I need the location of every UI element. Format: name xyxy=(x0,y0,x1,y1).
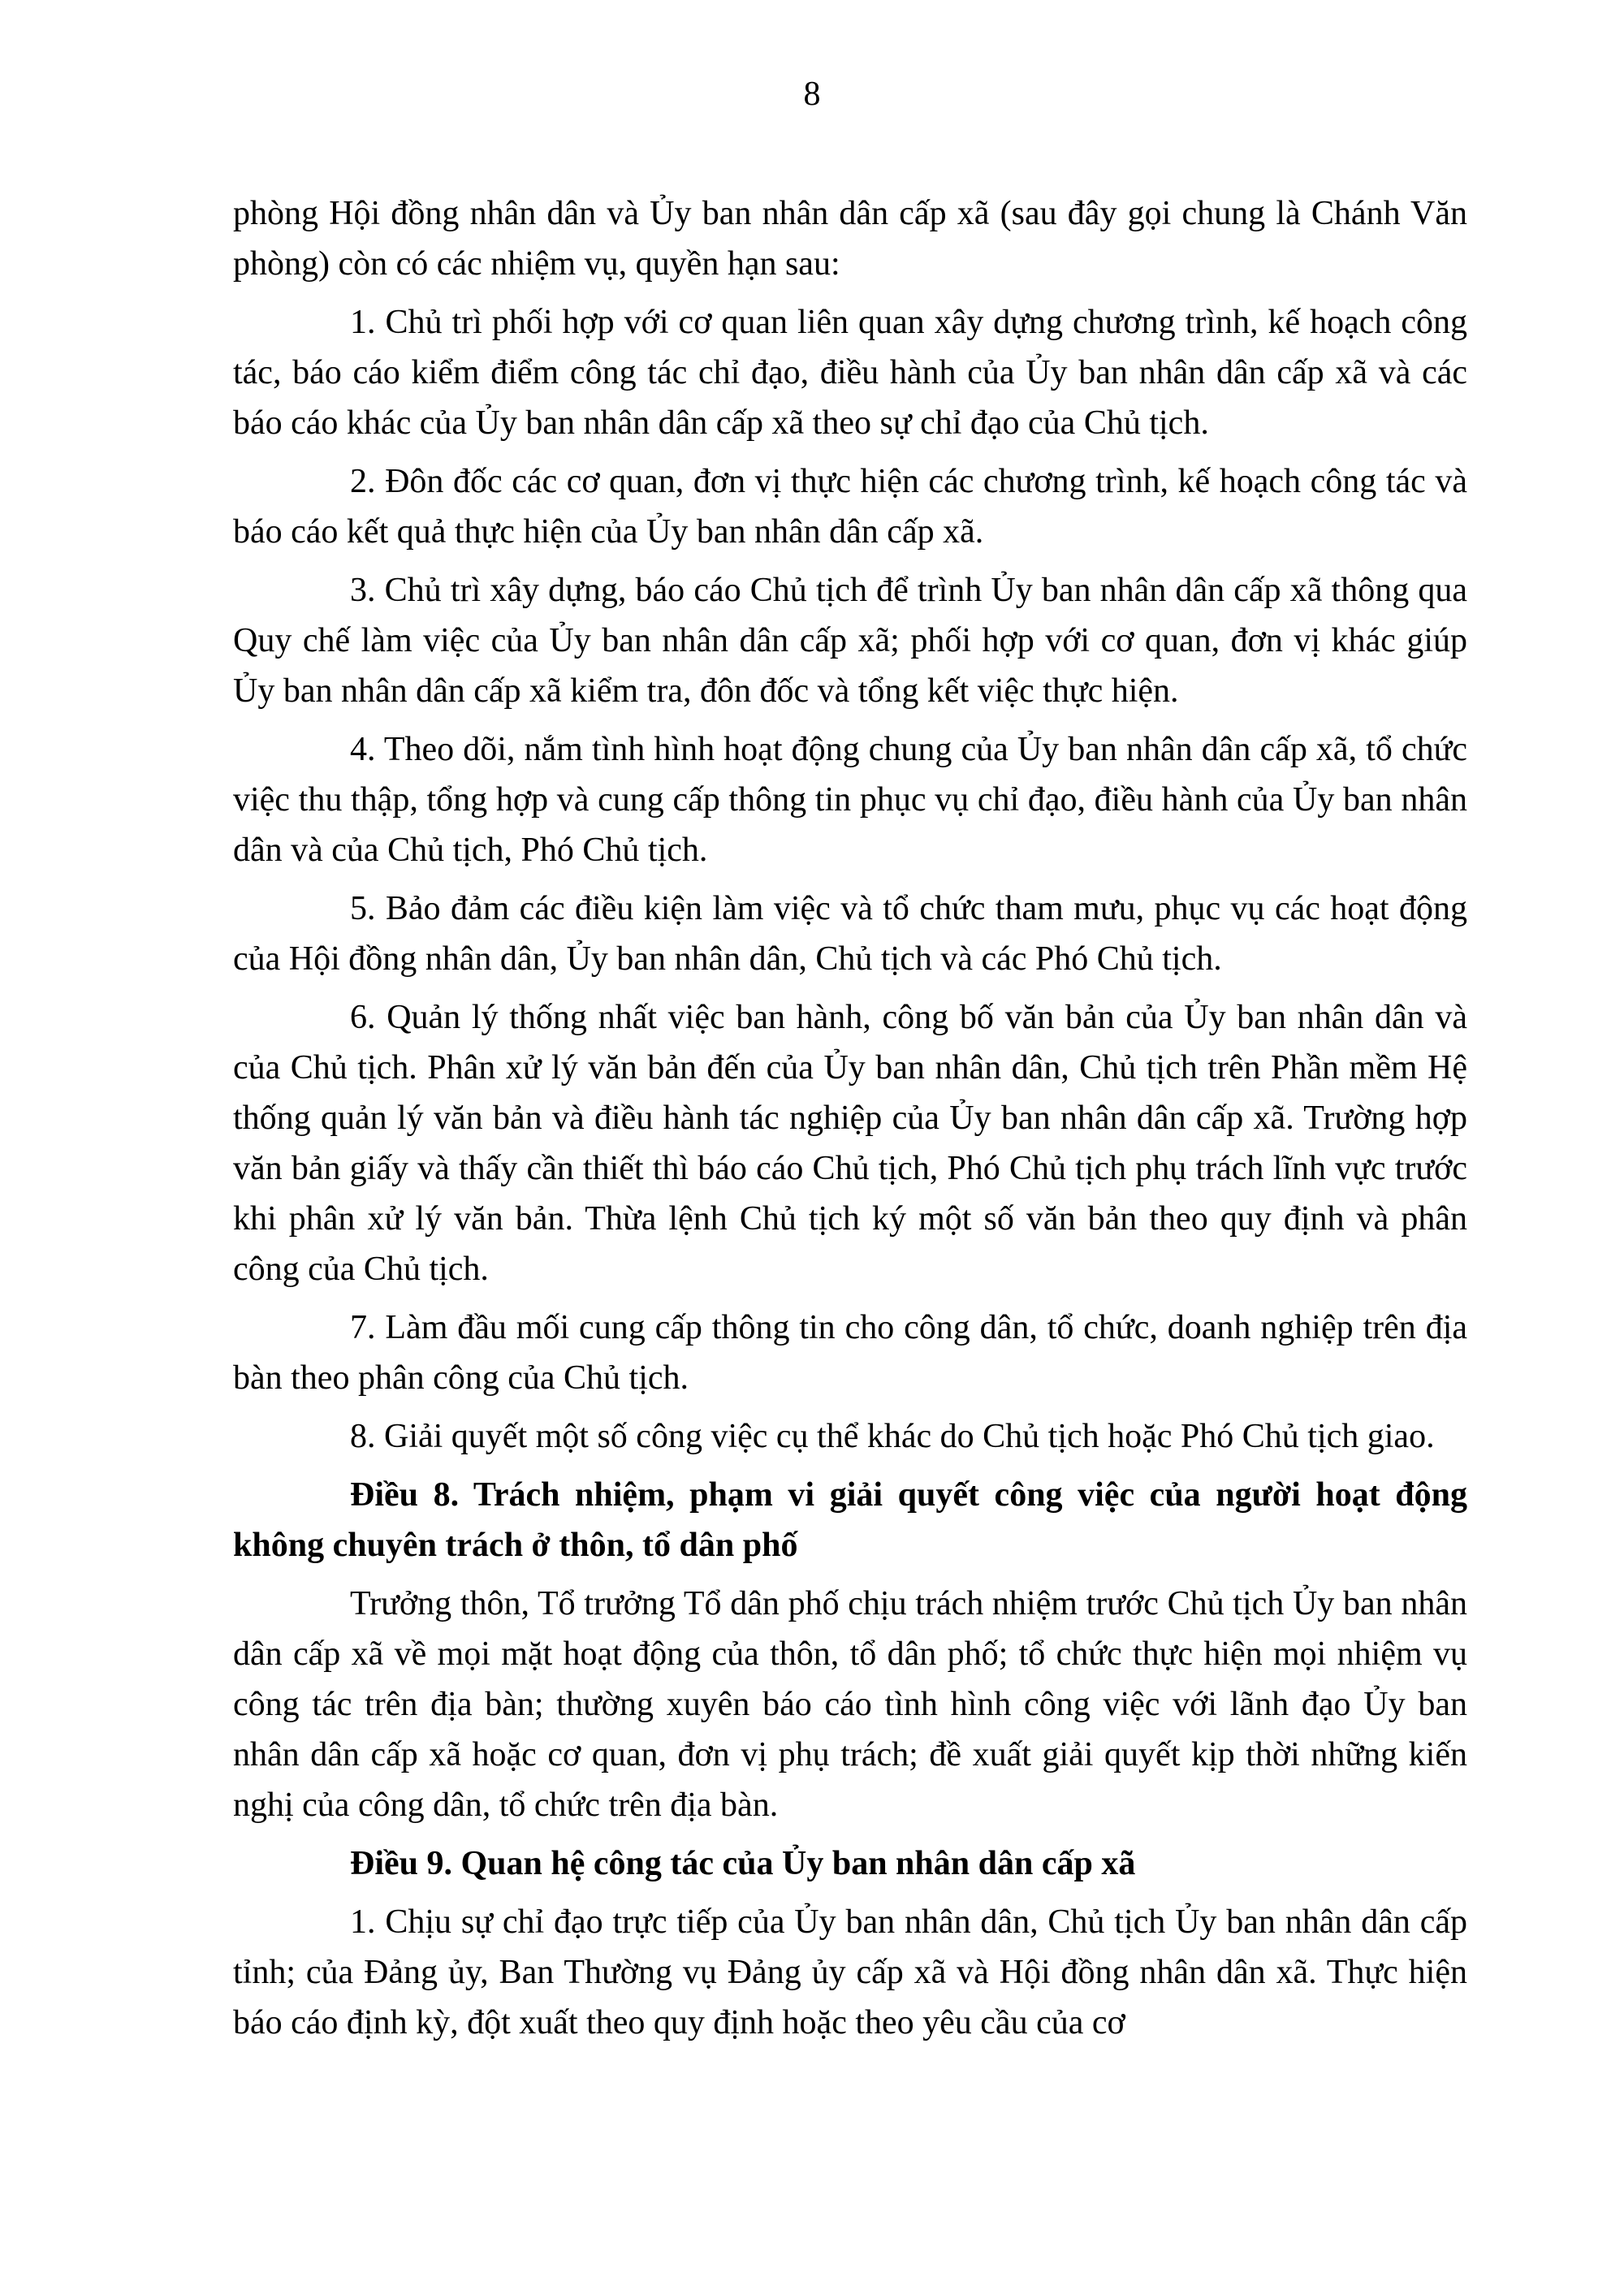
paragraph-item-6: 6. Quản lý thống nhất việc ban hành, công bố văn bản của Ủy ban nhân dân và của Chủ tịch. Phân xử lý văn bản đến của Ủy ban nhân dân, Chủ tịch trên Phần mềm Hệ thống quản lý văn bản và điều hành tác nghiệp của Ủy ban nhân dân cấp xã. Trường hợp văn bản giấy và thấy cần thiết thì báo cáo Chủ tịch, Phó Chủ tịch phụ trách lĩnh vực trước khi phân xử lý văn bản. Thừa lệnh Chủ tịch ký một số văn bản theo quy định và phân công của Chủ tịch. xyxy=(233,999,1467,1288)
article-9-heading: Điều 9. Quan hệ công tác của Ủy ban nhân dân cấp xã xyxy=(350,1845,1136,1882)
paragraph-item-5: 5. Bảo đảm các điều kiện làm việc và tổ chức tham mưu, phục vụ các hoạt động của Hội đồng nhân dân, Ủy ban nhân dân, Chủ tịch và các Phó Chủ tịch. xyxy=(233,890,1467,978)
paragraph-item-2: 2. Đôn đốc các cơ quan, đơn vị thực hiện các chương trình, kế hoạch công tác và báo cáo kết quả thực hiện của Ủy ban nhân dân cấp xã. xyxy=(233,463,1467,551)
article-8-body: Trưởng thôn, Tổ trưởng Tổ dân phố chịu trách nhiệm trước Chủ tịch Ủy ban nhân dân cấp xã về mọi mặt hoạt động của thôn, tổ dân phố; tổ chức thực hiện mọi nhiệm vụ công tác trên địa bàn; thường xuyên báo cáo tình hình công việc với lãnh đạo Ủy ban nhân dân cấp xã hoặc cơ quan, đơn vị phụ trách; đề xuất giải quyết kịp thời những kiến nghị của công dân, tổ chức trên địa bàn. xyxy=(233,1585,1467,1824)
paragraph-item-3: 3. Chủ trì xây dựng, báo cáo Chủ tịch để trình Ủy ban nhân dân cấp xã thông qua Quy chế làm việc của Ủy ban nhân dân cấp xã; phối hợp với cơ quan, đơn vị khác giúp Ủy ban nhân dân cấp xã kiểm tra, đôn đốc và tổng kết việc thực hiện. xyxy=(233,572,1467,710)
paragraph-item-4: 4. Theo dõi, nắm tình hình hoạt động chung của Ủy ban nhân dân cấp xã, tổ chức việc thu thập, tổng hợp và cung cấp thông tin phục vụ chỉ đạo, điều hành của Ủy ban nhân dân và của Chủ tịch, Phó Chủ tịch. xyxy=(233,731,1467,869)
document-body xyxy=(233,188,1467,2056)
article-8-heading: Điều 8. Trách nhiệm, phạm vi giải quyết công việc của người hoạt động không chuyên trách ở thôn, tổ dân phố xyxy=(233,1476,1467,1564)
paragraph-continuation: phòng Hội đồng nhân dân và Ủy ban nhân dân cấp xã (sau đây gọi chung là Chánh Văn phòng) còn có các nhiệm vụ, quyền hạn sau: xyxy=(233,195,1467,283)
article-9-item-1: 1. Chịu sự chỉ đạo trực tiếp của Ủy ban nhân dân, Chủ tịch Ủy ban nhân dân cấp tỉnh; của Đảng ủy, Ban Thường vụ Đảng ủy cấp xã và Hội đồng nhân dân xã. Thực hiện báo cáo định kỳ, đột xuất theo quy định hoặc theo yêu cầu của cơ xyxy=(233,1903,1467,2041)
page-number: 8 xyxy=(803,76,821,113)
paragraph-item-1: 1. Chủ trì phối hợp với cơ quan liên quan xây dựng chương trình, kế hoạch công tác, báo cáo kiểm điểm công tác chỉ đạo, điều hành của Ủy ban nhân dân cấp xã và các báo cáo khác của Ủy ban nhân dân cấp xã theo sự chỉ đạo của Chủ tịch. xyxy=(233,304,1467,442)
paragraph-item-7: 7. Làm đầu mối cung cấp thông tin cho công dân, tổ chức, doanh nghiệp trên địa bàn theo phân công của Chủ tịch. xyxy=(233,1309,1467,1397)
paragraph-item-8: 8. Giải quyết một số công việc cụ thể khác do Chủ tịch hoặc Phó Chủ tịch giao. xyxy=(350,1418,1435,1455)
